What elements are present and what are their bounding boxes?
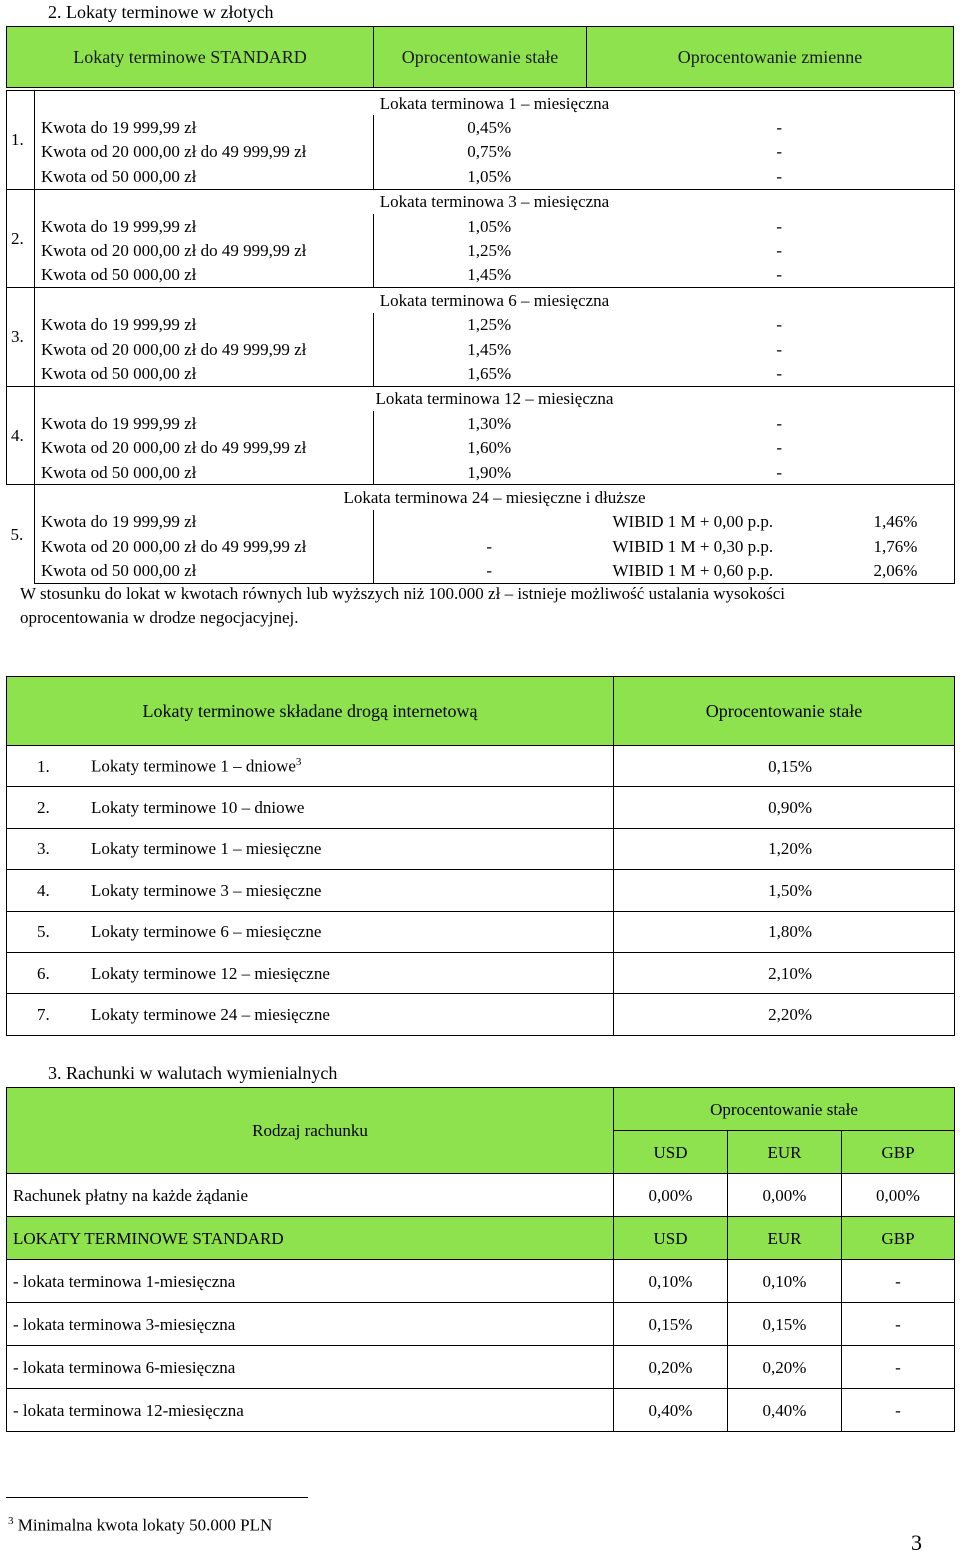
currency-account-row: [7, 1303, 955, 1346]
internet-deposit-name: [7, 952, 614, 993]
table-row: [7, 411, 955, 435]
deposit-group-title-row: [7, 189, 955, 214]
amount-range: Kwota do 19 999,99 zł: [35, 214, 374, 238]
table-row: [7, 140, 955, 164]
row-number: 2.: [37, 798, 50, 818]
variable-rate: -: [605, 361, 955, 386]
currency-value: -: [842, 1260, 955, 1303]
footnote: [8, 1509, 272, 1538]
group-title: Lokata terminowa 12 – miesięczna: [35, 386, 955, 411]
fixed-rate: 1,25%: [374, 238, 605, 262]
variable-rate: [605, 534, 955, 558]
account-kind-header: Rodzaj rachunku: [7, 1088, 614, 1174]
internet-deposit-rate: 0,90%: [614, 787, 955, 828]
variable-rate: -: [605, 115, 955, 139]
header-fixed-rate: Oprocentowanie stałe: [401, 47, 559, 67]
deposit-group-title-row: [7, 386, 955, 411]
currency-value: 0,20%: [728, 1346, 842, 1389]
group-number: 2.: [7, 189, 35, 288]
currency-usd: USD: [614, 1131, 728, 1174]
row-number: 7.: [37, 1005, 50, 1025]
variable-rate: [605, 510, 955, 534]
table-row: [7, 361, 955, 386]
internet-deposit-rate: 1,20%: [614, 828, 955, 869]
variable-rate: -: [605, 460, 955, 485]
row-number: 5.: [37, 922, 50, 942]
amount-range: Kwota do 19 999,99 zł: [35, 510, 374, 534]
table-row: [7, 164, 955, 189]
table-row: [7, 263, 955, 288]
fixed-rate: 1,45%: [374, 263, 605, 288]
footnote-ref: 3: [295, 756, 302, 769]
internet-deposit-rate: 0,15%: [614, 746, 955, 787]
deposit-label: Lokaty terminowe 10 – dniowe: [91, 798, 305, 818]
internet-deposit-row: [7, 746, 955, 787]
amount-range: Kwota do 19 999,99 zł: [35, 115, 374, 139]
currency-value: 0,20%: [614, 1346, 728, 1389]
effective-rate: 1,76%: [873, 536, 918, 556]
standard-deposits-header: [6, 26, 954, 88]
fixed-rate: 1,45%: [374, 337, 605, 361]
amount-range: Kwota od 50 000,00 zł: [35, 263, 374, 288]
currency-account-row: [7, 1174, 955, 1217]
fixed-rate: -: [374, 558, 605, 583]
internet-deposit-row: [7, 787, 955, 828]
currency-value: 0,40%: [614, 1389, 728, 1432]
internet-deposit-rate: 1,50%: [614, 870, 955, 911]
variable-rate: -: [605, 435, 955, 459]
amount-range: Kwota do 19 999,99 zł: [35, 313, 374, 337]
internet-deposit-name: [7, 787, 614, 828]
section-3-title: 3. Rachunki w walutach wymienialnych: [48, 1063, 338, 1083]
fixed-rate: 1,25%: [374, 313, 605, 337]
amount-range: Kwota od 50 000,00 zł: [35, 361, 374, 386]
wibid-formula: WIBID 1 M + 0,00 p.p.: [612, 512, 774, 532]
amount-range: Kwota od 20 000,00 zł do 49 999,99 zł: [35, 337, 374, 361]
deposit-label: Lokaty terminowe 1 – dniowe: [91, 757, 296, 777]
variable-rate: -: [605, 337, 955, 361]
variable-rate: -: [605, 313, 955, 337]
internet-deposit-row: [7, 911, 955, 952]
currency-value: USD: [614, 1217, 728, 1260]
currency-account-row: [7, 1217, 955, 1260]
table-row: [7, 558, 955, 583]
account-label: Rachunek płatny na każde żądanie: [7, 1174, 614, 1217]
currency-account-row: [7, 1346, 955, 1389]
currency-value: EUR: [728, 1217, 842, 1260]
internet-deposit-name: [7, 994, 614, 1035]
effective-rate: 1,46%: [873, 512, 918, 532]
row-number: 6.: [37, 963, 50, 983]
internet-deposits-table: [6, 676, 955, 1036]
variable-rate: -: [605, 411, 955, 435]
table-row: [7, 460, 955, 485]
currency-value: GBP: [842, 1217, 955, 1260]
section-2-title: 2. Lokaty terminowe w złotych: [48, 2, 274, 22]
internet-deposit-row: [7, 870, 955, 911]
currency-value: 0,00%: [842, 1174, 955, 1217]
fixed-rate: 1,05%: [374, 214, 605, 238]
fixed-rate: 1,05%: [374, 164, 605, 189]
deposit-label: Lokaty terminowe 24 – miesięczne: [91, 1005, 330, 1025]
wibid-formula: WIBID 1 M + 0,60 p.p.: [612, 561, 774, 581]
currency-value: 0,15%: [728, 1303, 842, 1346]
group-number: 1.: [7, 91, 35, 190]
table-row: [7, 115, 955, 139]
header-standard: Lokaty terminowe STANDARD: [73, 47, 307, 67]
footnote-mark: 3: [8, 1515, 14, 1527]
negotiation-note-line1: W stosunku do lokat w kwotach równych lub wyższych niż 100.000 zł – istnieje możliwość ustalania wysokości: [20, 584, 786, 603]
group-title: Lokata terminowa 6 – miesięczna: [35, 288, 955, 313]
internet-deposit-rate: 1,80%: [614, 911, 955, 952]
variable-rate: [605, 558, 955, 583]
row-number: 3.: [37, 839, 50, 859]
account-label: - lokata terminowa 6-miesięczna: [7, 1346, 614, 1389]
internet-deposit-name: [7, 911, 614, 952]
header-fixed-rate: Oprocentowanie stałe: [614, 677, 955, 746]
amount-range: Kwota od 20 000,00 zł do 49 999,99 zł: [35, 140, 374, 164]
deposit-label: Lokaty terminowe 1 – miesięczne: [91, 839, 322, 859]
currency-eur: EUR: [728, 1131, 842, 1174]
fixed-rate: [374, 510, 605, 534]
currency-value: -: [842, 1389, 955, 1432]
amount-range: Kwota od 20 000,00 zł do 49 999,99 zł: [35, 435, 374, 459]
currency-account-row: [7, 1260, 955, 1303]
fixed-rate: 1,65%: [374, 361, 605, 386]
currency-value: 0,10%: [614, 1260, 728, 1303]
variable-rate: -: [605, 140, 955, 164]
internet-deposits-header: [7, 677, 955, 746]
account-label: - lokata terminowa 1-miesięczna: [7, 1260, 614, 1303]
internet-deposit-name: [7, 828, 614, 869]
footnote-text: Minimalna kwota lokaty 50.000 PLN: [17, 1515, 273, 1535]
account-label: LOKATY TERMINOWE STANDARD: [7, 1217, 614, 1260]
group-title: Lokata terminowa 24 – miesięczne i dłuższe: [35, 485, 955, 510]
internet-deposit-rate: 2,20%: [614, 994, 955, 1035]
foreign-currency-table: [6, 1087, 955, 1432]
header-internet-deposits: Lokaty terminowe składane drogą internetową: [7, 677, 614, 746]
header-variable-rate: Oprocentowanie zmienne: [677, 47, 863, 67]
table-row: [7, 510, 955, 534]
amount-range: Kwota do 19 999,99 zł: [35, 411, 374, 435]
currency-value: 0,40%: [728, 1389, 842, 1432]
row-number: 4.: [37, 880, 50, 900]
footnote-separator: [6, 1497, 308, 1498]
effective-rate: 2,06%: [873, 561, 918, 581]
group-title: Lokata terminowa 1 – miesięczna: [35, 91, 955, 116]
currency-value: 0,10%: [728, 1260, 842, 1303]
fixed-rate: 1,30%: [374, 411, 605, 435]
fixed-rate: 1,90%: [374, 460, 605, 485]
amount-range: Kwota od 50 000,00 zł: [35, 164, 374, 189]
internet-deposit-name: [7, 746, 614, 787]
table-row: [7, 337, 955, 361]
fixed-rate: -: [374, 534, 605, 558]
currency-value: 0,00%: [728, 1174, 842, 1217]
standard-deposits-table: [6, 90, 955, 584]
row-number: 1.: [37, 757, 50, 777]
amount-range: Kwota od 50 000,00 zł: [35, 558, 374, 583]
account-label: - lokata terminowa 3-miesięczna: [7, 1303, 614, 1346]
table-row: [7, 435, 955, 459]
fixed-rate-header: Oprocentowanie stałe: [614, 1088, 955, 1131]
internet-deposit-row: [7, 952, 955, 993]
account-label: - lokata terminowa 12-miesięczna: [7, 1389, 614, 1432]
deposit-label: Lokaty terminowe 3 – miesięczne: [91, 880, 322, 900]
variable-rate: -: [605, 164, 955, 189]
variable-rate: -: [605, 214, 955, 238]
internet-deposit-rate: 2,10%: [614, 952, 955, 993]
internet-deposit-row: [7, 828, 955, 869]
amount-range: Kwota od 20 000,00 zł do 49 999,99 zł: [35, 534, 374, 558]
currency-value: 0,00%: [614, 1174, 728, 1217]
group-title: Lokata terminowa 3 – miesięczna: [35, 189, 955, 214]
table-row: [7, 238, 955, 262]
fixed-rate: 0,75%: [374, 140, 605, 164]
deposit-group-title-row: [7, 485, 955, 510]
variable-rate: -: [605, 263, 955, 288]
amount-range: Kwota od 20 000,00 zł do 49 999,99 zł: [35, 238, 374, 262]
internet-deposit-name: [7, 870, 614, 911]
fixed-rate: 0,45%: [374, 115, 605, 139]
currency-value: -: [842, 1303, 955, 1346]
currency-gbp: GBP: [842, 1131, 955, 1174]
table-row: [7, 534, 955, 558]
currency-value: 0,15%: [614, 1303, 728, 1346]
amount-range: Kwota od 50 000,00 zł: [35, 460, 374, 485]
deposit-label: Lokaty terminowe 12 – miesięczne: [91, 963, 330, 983]
table-row: [7, 313, 955, 337]
deposit-label: Lokaty terminowe 6 – miesięczne: [91, 922, 322, 942]
variable-rate: -: [605, 238, 955, 262]
wibid-formula: WIBID 1 M + 0,30 p.p.: [612, 536, 774, 556]
currency-header-row-1: [7, 1088, 955, 1131]
fixed-rate: 1,60%: [374, 435, 605, 459]
currency-account-row: [7, 1389, 955, 1432]
group-number: 4.: [7, 386, 35, 485]
group-number: 3.: [7, 288, 35, 387]
group-number: 5.: [7, 485, 35, 584]
page-number: 3: [911, 1530, 922, 1555]
negotiation-note-line2: oprocentowania w drodze negocjacyjnej.: [20, 608, 299, 627]
currency-value: -: [842, 1346, 955, 1389]
table-row: [7, 214, 955, 238]
deposit-group-title-row: [7, 288, 955, 313]
internet-deposit-row: [7, 994, 955, 1035]
deposit-group-title-row: [7, 91, 955, 116]
